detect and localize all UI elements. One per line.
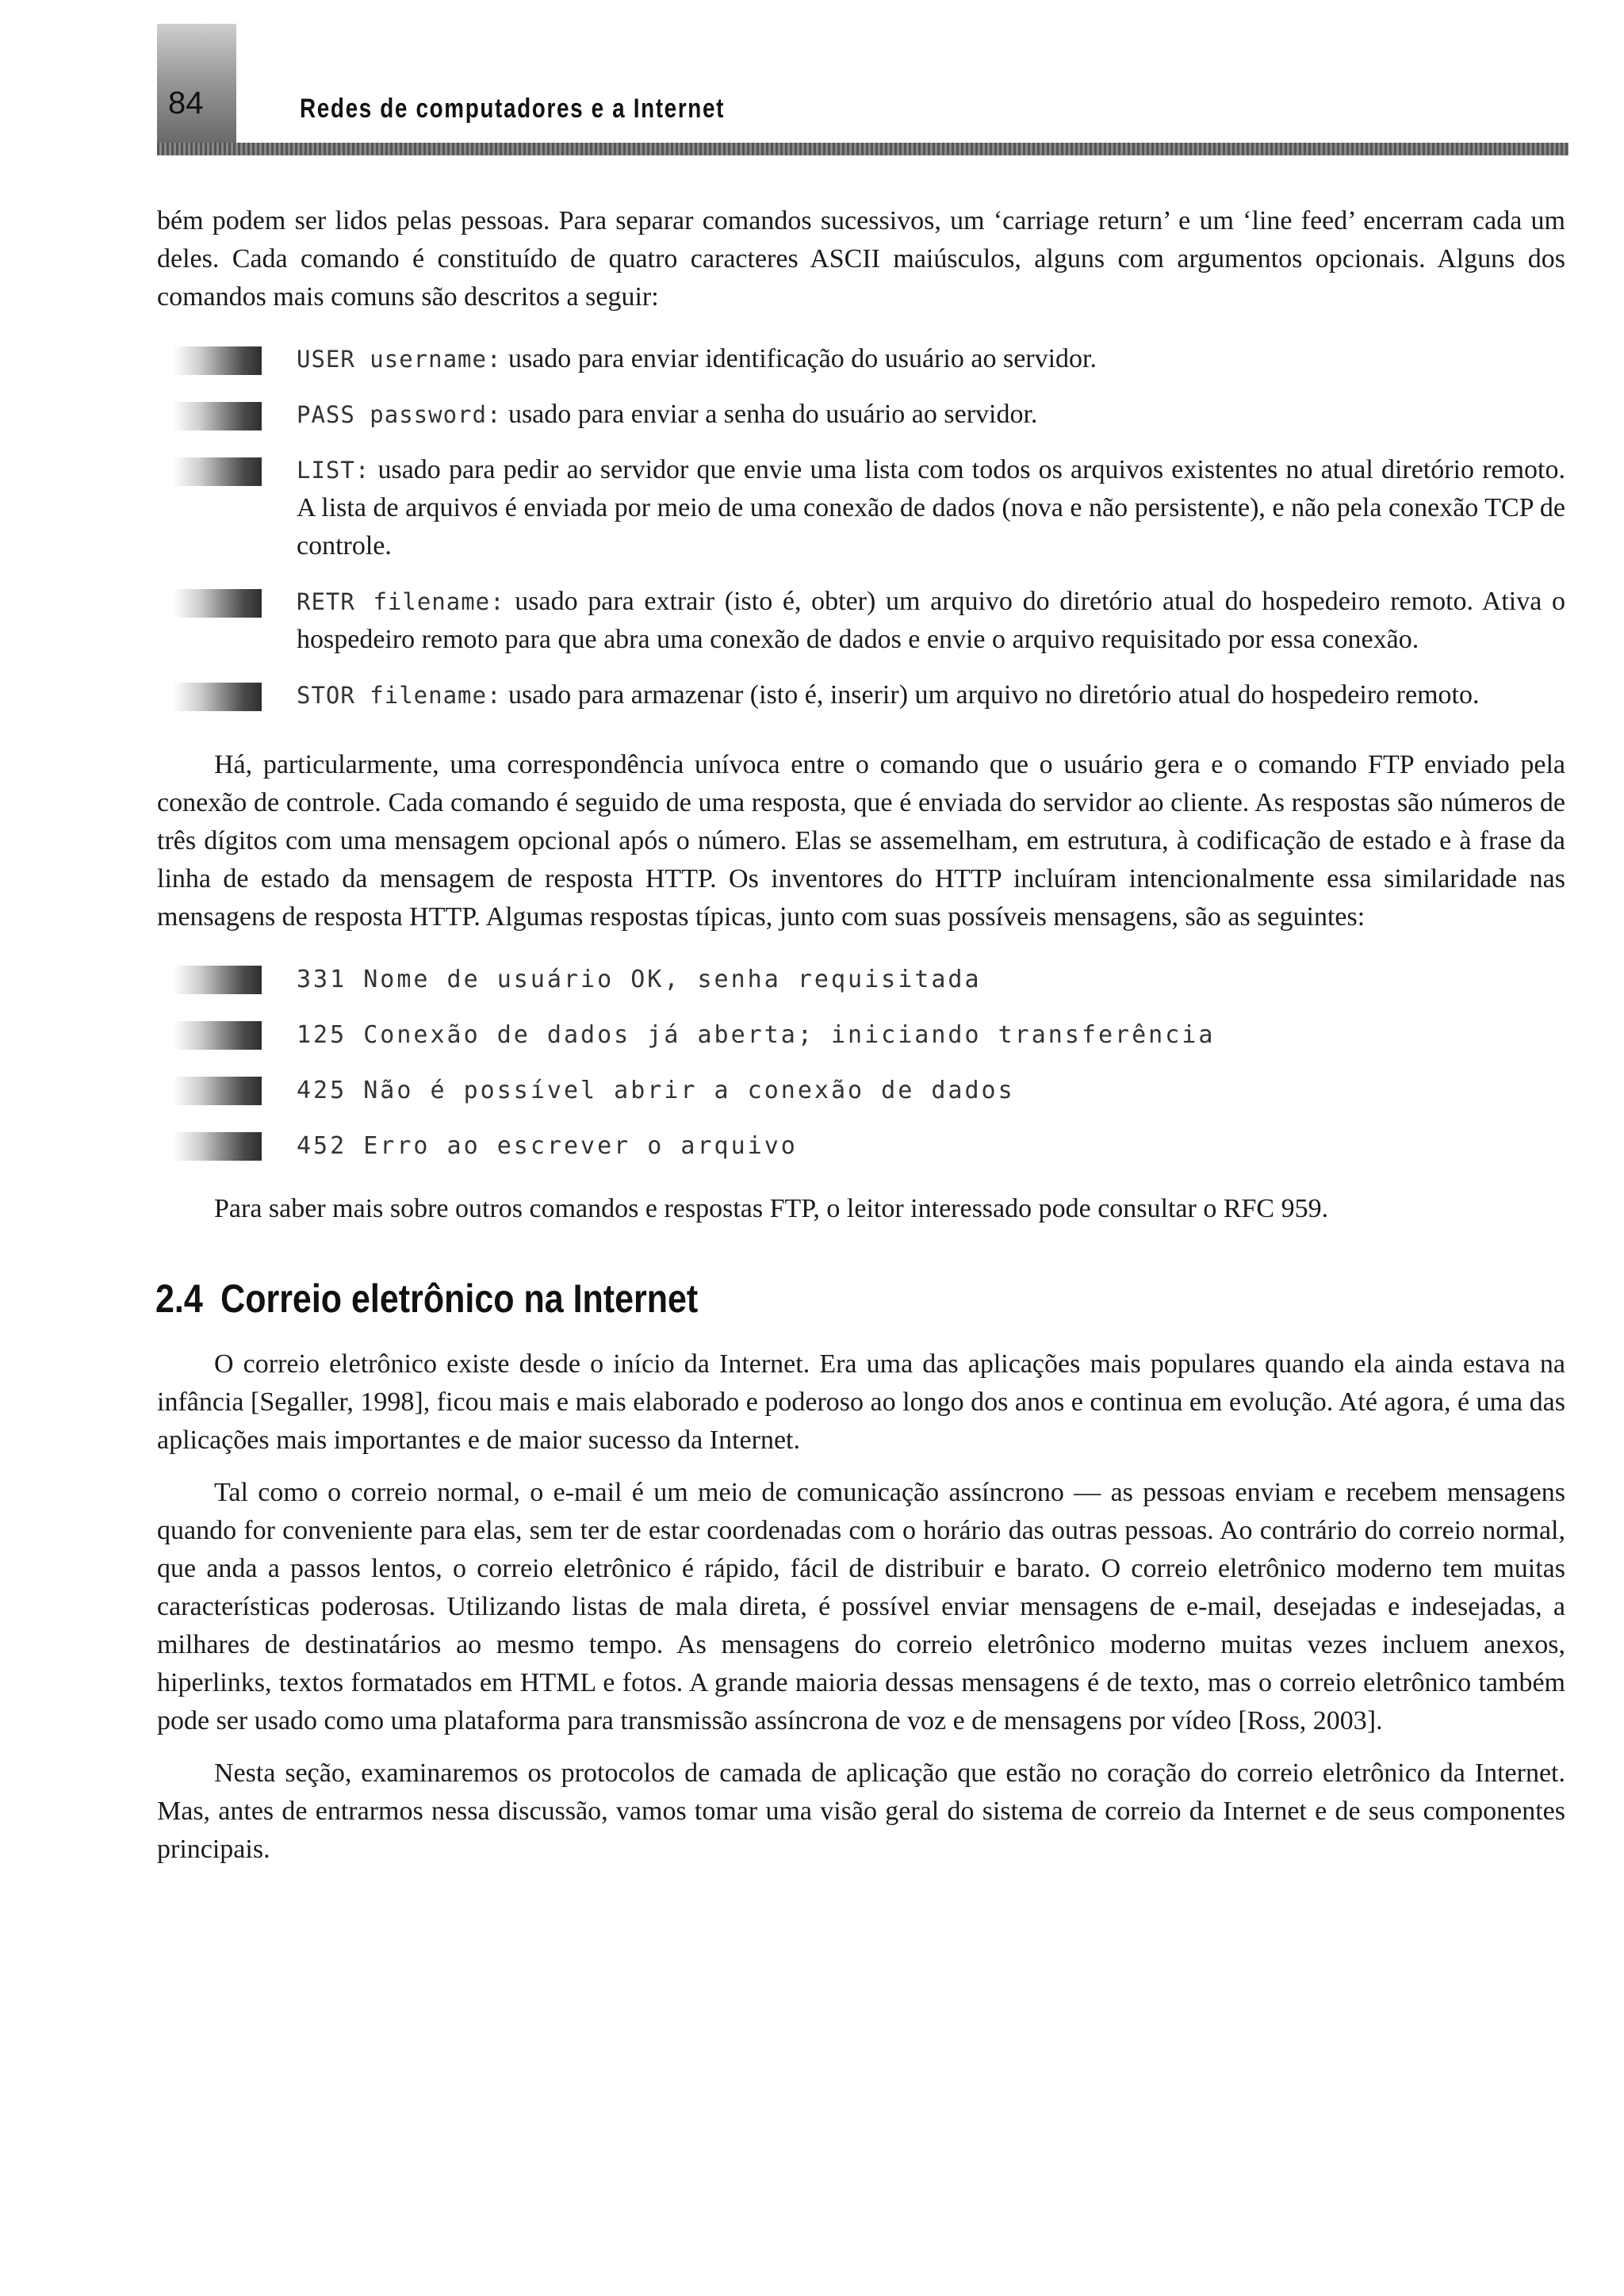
list-item — [157, 396, 1565, 434]
command-code: RETR filename: — [297, 588, 505, 615]
rfc-paragraph: Para saber mais sobre outros comandos e respostas FTP, o leitor interessado pode consultar o RFC 959. — [214, 1194, 1329, 1223]
command-description: usado para enviar identificação do usuário ao servidor. — [501, 344, 1097, 373]
square-bullet-icon — [173, 457, 262, 486]
square-bullet-icon — [173, 1132, 262, 1161]
response-text: 452 Erro ao escrever o arquivo — [297, 1132, 798, 1160]
list-item — [157, 340, 1565, 378]
square-bullet-icon — [173, 402, 262, 430]
intro-paragraph: bém podem ser lidos pelas pessoas. Para separar comandos sucessivos, um ‘carriage return’ e um ‘line feed’ encerram cada um deles. Cada comando é constituído de quatro caracteres ASCII maiúsculos, alguns com argumentos opcionais. Alguns dos comandos mais comuns são descritos a seguir: — [157, 206, 1565, 312]
command-code: PASS password: — [297, 401, 502, 428]
command-description: usado para enviar a senha do usuário ao servidor. — [501, 400, 1038, 429]
command-code: USER username: — [297, 346, 502, 373]
command-code: LIST: — [297, 457, 370, 484]
response-text: 331 Nome de usuário OK, senha requisitada — [297, 966, 982, 993]
square-bullet-icon — [173, 683, 262, 711]
correspondence-paragraph: Há, particularmente, uma correspondência unívoca entre o comando que o usuário gera e o comando FTP enviado pela conexão de controle. Cada comando é seguido de uma resposta, que é enviada do servidor ao cliente. As respostas são números de três dígitos com uma mensagem opcional após o número. Elas se assemelham, em estrutura, à codificação de estado e à frase da linha de estado da mensagem de resposta HTTP. Os inventores do HTTP incluíram intencionalmente essa similaridade nas mensagens de resposta HTTP. Algumas respostas típicas, junto com suas possíveis mensagens, são as seguintes: — [157, 750, 1565, 932]
section-title: Correio eletrônico na Internet — [220, 1276, 699, 1321]
page-number-tab — [157, 24, 236, 143]
section-number: 2.4 — [155, 1276, 203, 1321]
square-bullet-icon — [173, 1021, 262, 1050]
response-text: 125 Conexão de dados já aberta; iniciando transferência — [297, 1021, 1216, 1049]
section-heading — [155, 1276, 1368, 1322]
square-bullet-icon — [173, 589, 262, 618]
page-body — [157, 202, 1565, 1869]
list-item — [157, 952, 1565, 1008]
header-rule — [157, 143, 1568, 155]
square-bullet-icon — [173, 1077, 262, 1105]
square-bullet-icon — [173, 346, 262, 375]
command-description: usado para pedir ao servidor que envie uma lista com todos os arquivos existentes no atual diretório remoto. A lista de arquivos é enviada por meio de uma conexão de dados (nova e não persistente), e não pela conexão TCP de controle. — [297, 455, 1565, 561]
page-header — [157, 24, 1568, 151]
running-title: Redes de computadores e a Internet — [300, 94, 726, 124]
command-description: usado para extrair (isto é, obter) um arquivo do diretório atual do hospedeiro remoto. Ativa o hospedeiro remoto para que abra uma conexão de dados e envie o arquivo requisitado por essa conexão. — [297, 587, 1565, 654]
list-item — [157, 583, 1565, 659]
section-paragraph: Nesta seção, examinaremos os protocolos de camada de aplicação que estão no coração do correio eletrônico da Internet. Mas, antes de entrarmos nessa discussão, vamos tomar uma visão geral do sistema de correio da Internet e de seus componentes principais. — [157, 1758, 1565, 1864]
response-text: 425 Não é possível abrir a conexão de dados — [297, 1077, 1015, 1104]
list-item — [157, 1063, 1565, 1119]
list-item — [157, 676, 1565, 714]
section-paragraph: Tal como o correio normal, o e-mail é um meio de comunicação assíncrono — as pessoas enviam e recebem mensagens quando for conveniente para elas, sem ter de estar coordenadas com o horário das outras pessoas. Ao contrário do correio normal, que anda a passos lentos, o correio eletrônico é rápido, fácil de distribuir e barato. O correio eletrônico moderno tem muitas características poderosas. Utilizando listas de mala direta, é possível enviar mensagens de e-mail, desejadas e indesejadas, a milhares de destinatários ao mesmo tempo. As mensagens do correio eletrônico moderno muitas vezes incluem anexos, hiperlinks, textos formatados em HTML e fotos. A grande maioria dessas mensagens é de texto, mas o correio eletrônico também pode ser usado como uma plataforma para transmissão assíncrona de voz e de mensagens por vídeo [Ross, 2003]. — [157, 1478, 1565, 1735]
page-number: 84 — [168, 86, 204, 121]
square-bullet-icon — [173, 966, 262, 994]
section-paragraph: O correio eletrônico existe desde o início da Internet. Era uma das aplicações mais populares quando ela ainda estava na infância [Segaller, 1998], ficou mais e mais elaborado e poderoso ao longo dos anos e continua em evolução. Até agora, é uma das aplicações mais importantes e de maior sucesso da Internet. — [157, 1349, 1565, 1455]
list-item — [157, 451, 1565, 565]
command-description: usado para armazenar (isto é, inserir) um arquivo no diretório atual do hospedeiro remoto. — [501, 680, 1480, 710]
list-item — [157, 1008, 1565, 1063]
command-code: STOR filename: — [297, 682, 502, 709]
ftp-response-list — [157, 952, 1565, 1174]
list-item — [157, 1119, 1565, 1174]
ftp-command-list — [157, 340, 1565, 714]
